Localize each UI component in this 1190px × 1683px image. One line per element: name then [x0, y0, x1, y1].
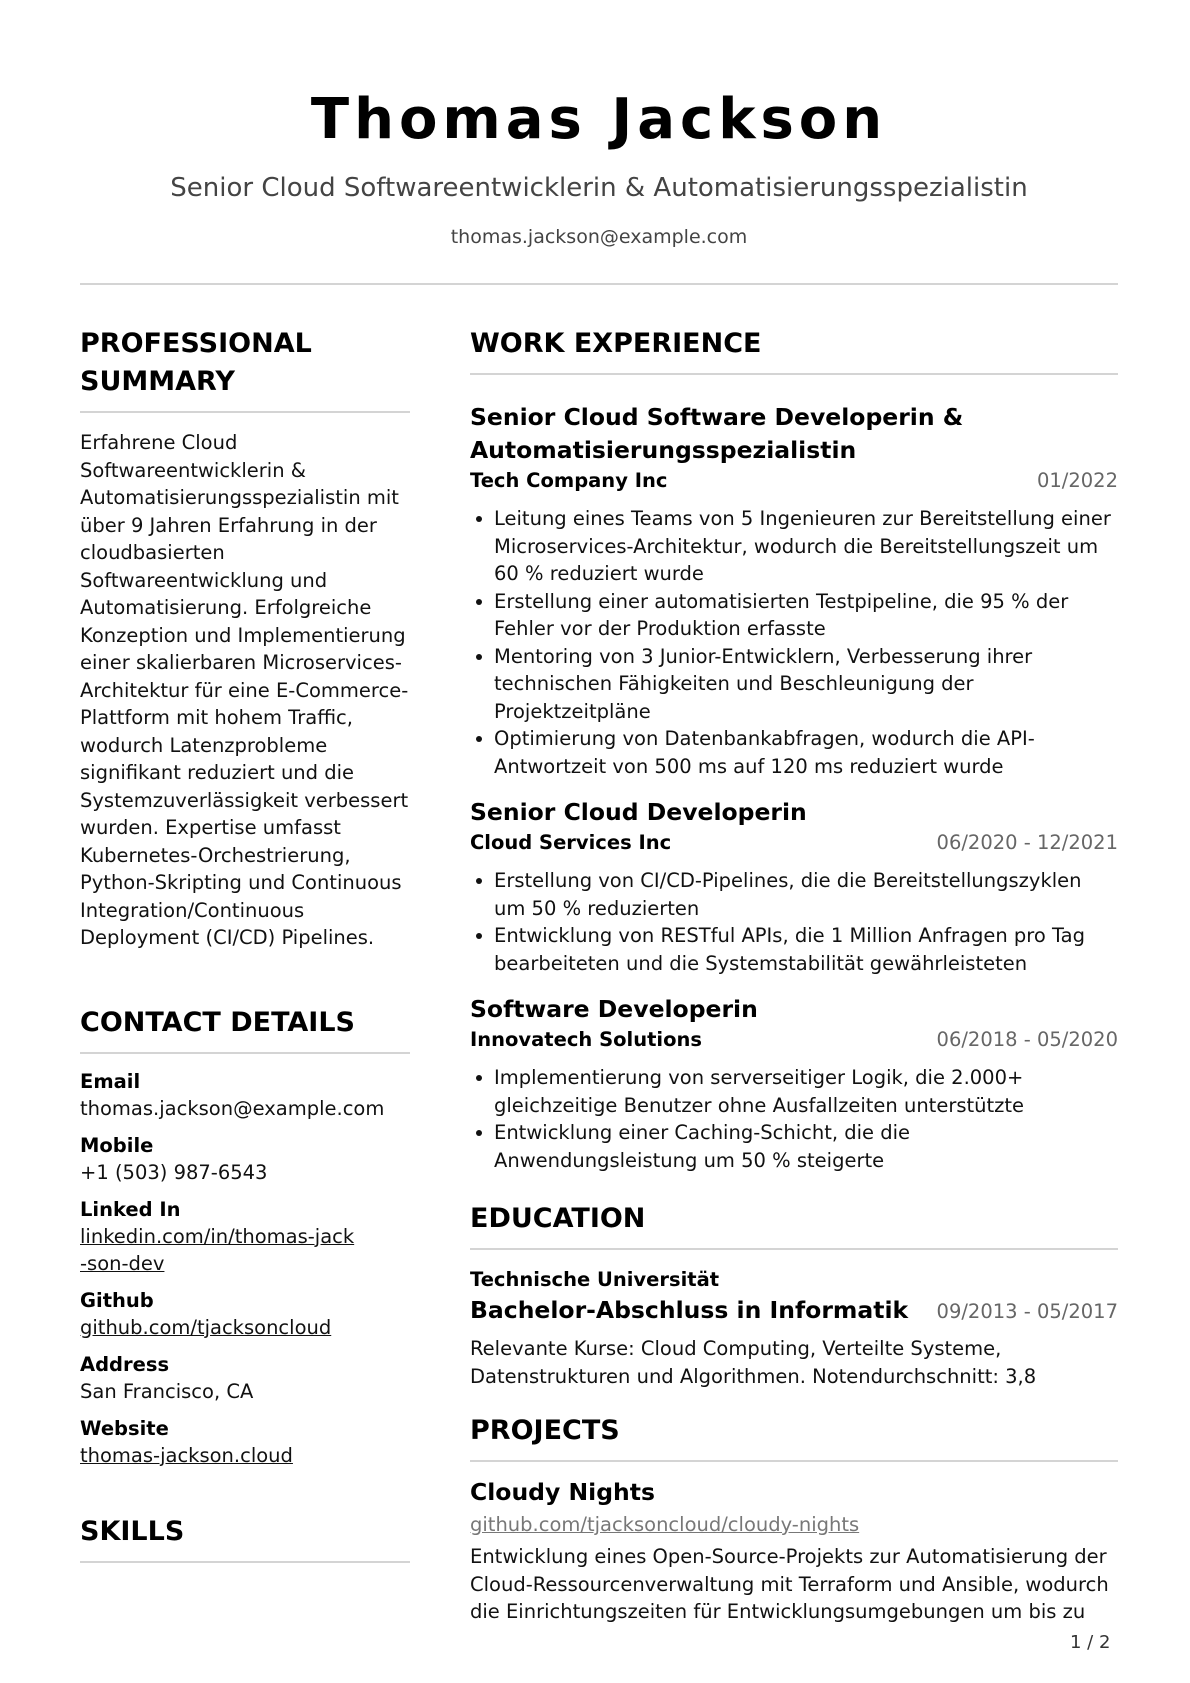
job-bullets [470, 867, 1118, 977]
contact-mobile-label: Mobile [80, 1133, 154, 1157]
education-date: 09/2013 - 05/2017 [936, 1300, 1118, 1323]
project-entry [470, 1476, 1118, 1626]
job-title: Senior Cloud Software Developerin & Automatisierungsspezialistin [470, 403, 964, 464]
job-date: 01/2022 [1036, 469, 1118, 492]
bullet-item: Entwicklung einer Caching-Schicht, die die Anwendungsleistung um 50 % steigerte [494, 1119, 1118, 1174]
education-entry [470, 1266, 1118, 1390]
resume-header [80, 80, 1118, 250]
experience-heading: WORK EXPERIENCE [470, 325, 1118, 375]
job-date: 06/2018 - 05/2020 [936, 1028, 1118, 1051]
contact-github-label: Github [80, 1288, 154, 1312]
header-email: thomas.jackson@example.com [450, 226, 748, 248]
contact-list [80, 1068, 410, 1469]
right-column [470, 325, 1118, 1626]
job-entry [470, 401, 1118, 780]
job-title: Software Developerin [470, 995, 758, 1023]
bullet-item: Mentoring von 3 Junior-Entwicklern, Verbesserung ihrer technischen Fähigkeiten und Beschleunigung der Projektzeitpläne [494, 643, 1118, 726]
contact-address-value: San Francisco, CA [80, 1379, 254, 1403]
summary-text: Erfahrene Cloud Softwareentwicklerin & Automatisierungsspezialistin mit über 9 Jahren Erfahrung in der cloudbasierten Softwareentwicklung und Automatisierung. Erfolgreiche Konzeption und Implementierung einer skalierbaren Microservices-Architektur für eine E-Commerce-Plattform mit hohem Traffic, wodurch Latenzprobleme signifikant reduziert und die Systemzuverlässigkeit verbessert wurden. Expertise umfasst Kubernetes-Orchestrierung, Python-Skripting und Continuous Integration/Continuous Deployment (CI/CD) Pipelines. [80, 431, 409, 949]
bullet-item: Entwicklung von RESTful APIs, die 1 Million Anfragen pro Tag bearbeiteten und die Systemstabilität gewährleisteten [494, 922, 1118, 977]
header-divider [80, 283, 1118, 285]
bullet-item: Leitung eines Teams von 5 Ingenieuren zur Bereitstellung einer Microservices-Architektur, wodurch die Bereitstellungszeit um 60 % reduziert wurde [494, 505, 1118, 588]
bullet-item: Optimierung von Datenbankabfragen, wodurch die API-Antwortzeit von 500 ms auf 120 ms reduziert wurde [494, 725, 1118, 780]
contact-linkedin-label: Linked In [80, 1197, 181, 1221]
job-company: Innovatech Solutions [470, 1028, 702, 1051]
job-entry [470, 993, 1118, 1174]
contact-heading: CONTACT DETAILS [80, 1004, 410, 1054]
job-company: Cloud Services Inc [470, 831, 672, 854]
job-date: 06/2020 - 12/2021 [936, 831, 1118, 854]
contact-website-link[interactable]: thomas-jackson.cloud [80, 1443, 293, 1467]
contact-github-link[interactable]: github.com/tjacksoncloud [80, 1315, 332, 1339]
job-bullets [470, 1064, 1118, 1174]
page-number: 1 / 2 [1070, 1632, 1111, 1653]
contact-linkedin-link[interactable]: linkedin.com/in/thomas-jack-son-dev [80, 1224, 355, 1275]
project-title: Cloudy Nights [470, 1478, 655, 1506]
education-degree: Bachelor-Abschluss in Informatik [470, 1296, 909, 1324]
education-heading: EDUCATION [470, 1200, 1118, 1250]
candidate-headline: Senior Cloud Softwareentwicklerin & Automatisierungsspezialistin [170, 173, 1028, 203]
job-entry [470, 796, 1118, 977]
project-description: Entwicklung eines Open-Source-Projekts zur Automatisierung der Cloud-Ressourcenverwaltung mit Terraform und Ansible, wodurch die Einrichtungszeiten für Entwicklungsumgebungen um bis zu [470, 1545, 1109, 1623]
summary-heading: PROFESSIONAL SUMMARY [80, 325, 410, 413]
contact-mobile-value: +1 (503) 987-6543 [80, 1160, 268, 1184]
projects-heading: PROJECTS [470, 1412, 1118, 1462]
job-company: Tech Company Inc [470, 469, 668, 492]
job-title: Senior Cloud Developerin [470, 798, 807, 826]
job-bullets [470, 505, 1118, 780]
project-link[interactable]: github.com/tjacksoncloud/cloudy-nights [470, 1513, 860, 1536]
contact-email-value: thomas.jackson@example.com [80, 1096, 385, 1120]
skills-heading: SKILLS [80, 1513, 410, 1563]
education-description: Relevante Kurse: Cloud Computing, Verteilte Systeme, Datenstrukturen und Algorithmen. Notendurchschnitt: 3,8 [470, 1337, 1037, 1388]
contact-website-label: Website [80, 1416, 169, 1440]
education-school: Technische Universität [470, 1268, 720, 1291]
bullet-item: Implementierung von serverseitiger Logik, die 2.000+ gleichzeitige Benutzer ohne Ausfallzeiten unterstützte [494, 1064, 1118, 1119]
left-column [80, 325, 410, 1563]
bullet-item: Erstellung von CI/CD-Pipelines, die die Bereitstellungszyklen um 50 % reduzierten [494, 867, 1118, 922]
candidate-name: Thomas Jackson [310, 87, 888, 152]
contact-address-label: Address [80, 1352, 170, 1376]
bullet-item: Erstellung einer automatisierten Testpipeline, die 95 % der Fehler vor der Produktion erfasste [494, 588, 1118, 643]
contact-email-label: Email [80, 1069, 141, 1093]
